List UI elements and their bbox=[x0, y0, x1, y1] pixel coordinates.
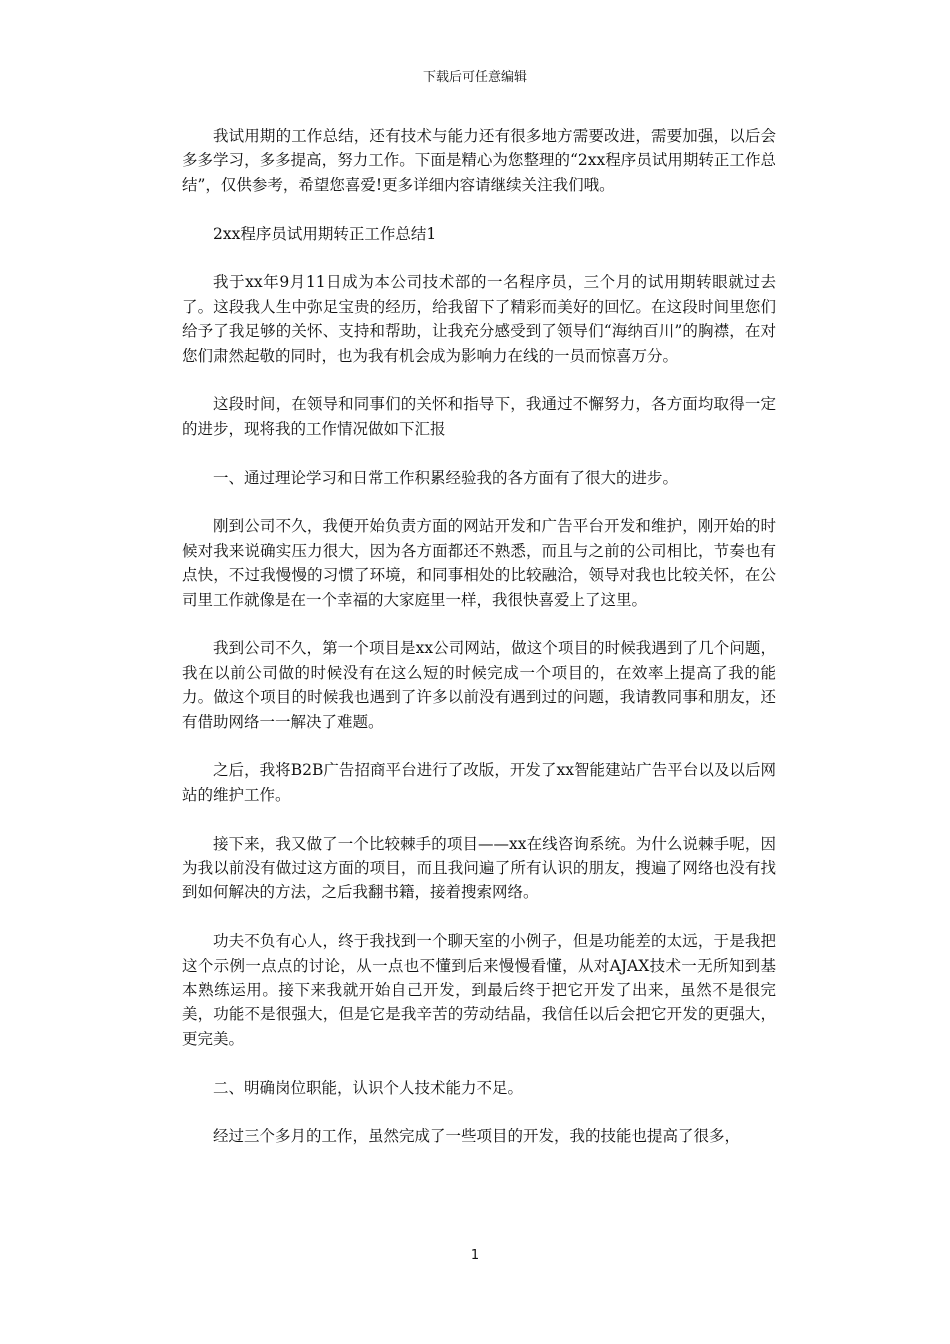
paragraph: 经过三个多月的工作，虽然完成了一些项目的开发，我的技能也提高了很多， bbox=[213, 1127, 741, 1146]
paragraph-intro: 我试用期的工作总结，还有技术与能力还有很多地方需要改进，需要加强，以后会多多学习，多多提高，努力工作。下面是精心为您整理的“2xx程序员试用期转正工作总结”，仅供参考，希望您喜爱!更多详细内容请继续关注我们哦。 bbox=[182, 127, 776, 194]
section-heading: 一、通过理论学习和日常工作积累经验我的各方面有了很大的进步。 bbox=[213, 468, 679, 487]
paragraph: 这段时间，在领导和同事们的关怀和指导下，我通过不懈努力，各方面均取得一定的进步，现将我的工作情况做如下汇报 bbox=[182, 395, 776, 438]
paragraph: 功夫不负有心人，终于我找到一个聊天室的小例子，但是功能差的太远，于是我把这个示例一点点的讨论，从一点也不懂到后来慢慢看懂，从对AJAX技术一无所知到基本熟练运用。接下来我就开始自己开发，到最后终于把它开发了出来，虽然不是很完美，功能不是很强大，但是它是我辛苦的劳动结晶，我信任以后会把它开发的更强大，更完美。 bbox=[182, 932, 776, 1048]
paragraph: 我到公司不久，第一个项目是xx公司网站，做这个项目的时候我遇到了几个问题，我在以前公司做的时候没有在这么短的时候完成一个项目的，在效率上提高了我的能力。做这个项目的时候我也遇到了许多以前没有遇到过的问题，我请教同事和朋友，还有借助网络一一解决了难题。 bbox=[182, 639, 776, 731]
section-title: 2xx程序员试用期转正工作总结1 bbox=[213, 224, 437, 243]
section-heading: 二、明确岗位职能，认识个人技术能力不足。 bbox=[213, 1078, 524, 1097]
paragraph: 我于xx年9月11日成为本公司技术部的一名程序员，三个月的试用期转眼就过去了。这段我人生中弥足宝贵的经历，给我留下了精彩而美好的回忆。在这段时间里您们给予了我足够的关怀、支持和帮助，让我充分感受到了领导们“海纳百川”的胸襟，在对您们肃然起敬的同时，也为我有机会成为影响力在线的一员而惊喜万分。 bbox=[182, 273, 776, 365]
paragraph: 之后，我将B2B广告招商平台进行了改版，开发了xx智能建站广告平台以及以后网站的维护工作。 bbox=[182, 761, 776, 804]
document-body bbox=[182, 124, 776, 1173]
page-header-note: 下载后可任意编辑 bbox=[422, 70, 527, 85]
page-number: 1 bbox=[470, 1248, 480, 1263]
paragraph: 接下来，我又做了一个比较棘手的项目——xx在线咨询系统。为什么说棘手呢，因为我以前没有做过这方面的项目，而且我问遍了所有认识的朋友，搜遍了网络也没有找到如何解决的方法，之后我翻书籍，接着搜索网络。 bbox=[182, 834, 776, 902]
paragraph: 刚到公司不久，我便开始负责方面的网站开发和广告平台开发和维护，刚开始的时候对我来说确实压力很大，因为各方面都还不熟悉，而且与之前的公司相比，节奏也有点快，不过我慢慢的习惯了环境，和同事相处的比较融洽，领导对我也比较关怀，在公司里工作就像是在一个幸福的大家庭里一样，我很快喜爱上了这里。 bbox=[182, 517, 776, 609]
